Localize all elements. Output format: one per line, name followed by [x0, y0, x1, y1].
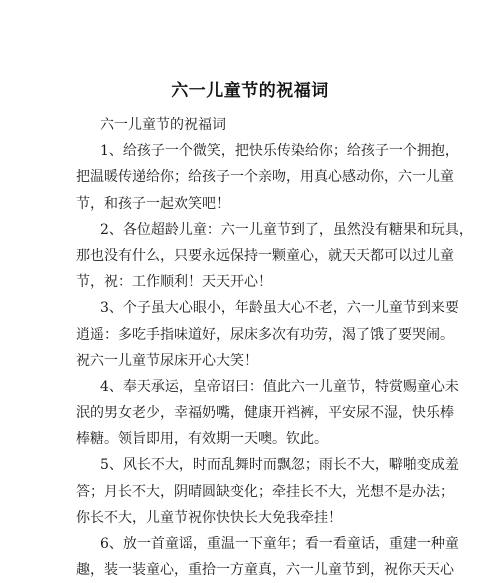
paragraph-line: 2、各位超龄儿童：六一儿童节到了，虽然没有糖果和玩具， — [100, 221, 473, 238]
document-body — [76, 112, 473, 583]
paragraph-line: 5、风长不大，时而乱舞时而飘忽；雨长不大，噼啪变成羞 — [100, 457, 459, 474]
paragraph-line: 6、放一首童谣，重温一下童年；看一看童话，重建一种童 — [100, 536, 459, 552]
paragraph-line: 逍遥：多吃手指味道好，尿床多次有功劳，渴了饿了要哭闹。 — [76, 326, 454, 343]
paragraph-line: 4、奉天承运，皇帝诏曰：值此六一儿童节，特赏赐童心未 — [100, 378, 459, 395]
paragraph-line: 棒糖。领旨即用，有效期一天噢。钦此。 — [76, 431, 328, 448]
paragraph-line: 泯的男女老少，幸福奶嘴，健康开裆裤，平安尿不湿，快乐棒 — [76, 405, 454, 422]
paragraph-line: 你长不大，儿童节祝你快快长大免我牵挂！ — [76, 509, 342, 526]
paragraph-line: 节，祝：工作顺利！天天开心！ — [76, 274, 272, 291]
document-title: 六一儿童节的祝福词 — [171, 81, 329, 101]
paragraph-line: 3、个子虽大心眼小，年龄虽大心不老，六一儿童节到来要 — [100, 300, 459, 317]
paragraph-line: 1、给孩子一个微笑，把快乐传染给你；给孩子一个拥抱， — [100, 143, 459, 160]
paragraph-line: 把温暖传递给你；给孩子一个亲吻，用真心感动你，六一儿童 — [76, 169, 454, 186]
paragraph-line: 祝六一儿童节尿床开心大笑！ — [76, 352, 258, 369]
paragraph-line: 节，和孩子一起欢笑吧！ — [76, 195, 230, 212]
paragraph-line: 趣，装一装童心，重拾一方童真，六一儿童节到，祝你天天心 — [76, 562, 454, 579]
paragraph-line: 六一儿童节的祝福词 — [100, 117, 226, 133]
paragraph-line: 答；月长不大，阴晴圆缺变化；牵挂长不大，光想不是办法； — [76, 483, 454, 500]
paragraph-line: 那也没有什么，只要永远保持一颗童心，就天天都可以过儿童 — [76, 247, 454, 264]
